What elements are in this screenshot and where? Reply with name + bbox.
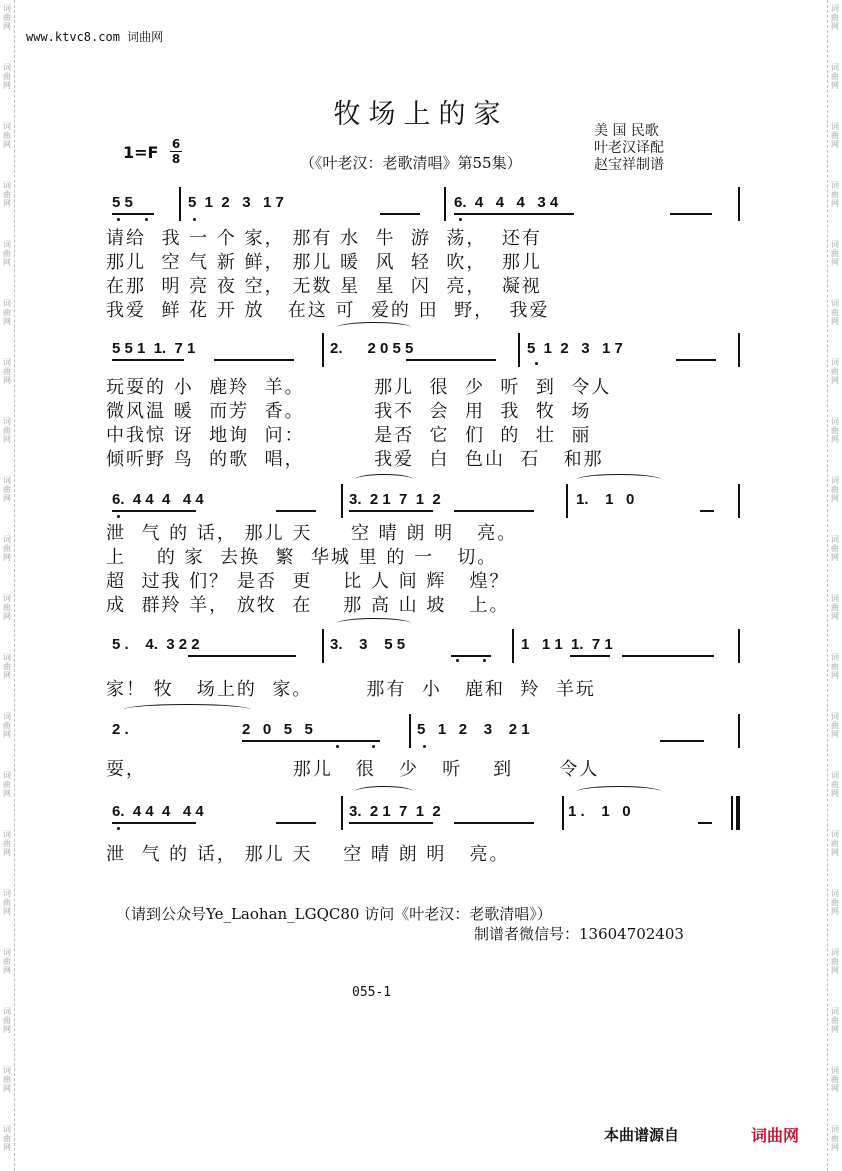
lyric-r5-v1: 耍， 那儿 很 少 听 到 令人 <box>106 759 600 780</box>
watermark-text: 词 曲 网 <box>3 299 11 326</box>
footer-contact: 制谱者微信号：13604702403 <box>474 925 684 943</box>
barline <box>341 796 343 830</box>
meter-bottom: 8 <box>171 152 181 166</box>
notes-r6-m3: 1 . 1 0 <box>568 803 631 820</box>
watermark-text: 词 曲 网 <box>831 1007 839 1034</box>
beam <box>112 213 154 215</box>
beam <box>454 822 534 824</box>
barline <box>738 187 740 221</box>
watermark-text: 词 曲 网 <box>3 1125 11 1152</box>
notes-r2-m2: 2. 2 0 5 5 <box>330 340 414 357</box>
barline <box>738 714 740 748</box>
watermark-text: 词 曲 网 <box>831 358 839 385</box>
notes-r2-m3: 5 1 2 3 1 7 <box>527 340 623 357</box>
notes-r5-m1: 2 . <box>112 721 129 738</box>
beam <box>112 510 196 512</box>
source-label: 本曲谱源自 <box>604 1126 680 1144</box>
watermark-text: 词 曲 网 <box>3 948 11 975</box>
barline <box>518 333 520 367</box>
tie-arc <box>337 618 411 629</box>
watermark-text: 词 曲 网 <box>3 1007 11 1034</box>
footer-note: （请到公众号Ye_Laohan_LGQC80 访问《叶老汉：老歌清唱》） <box>116 905 552 923</box>
watermark-text: 词 曲 网 <box>3 830 11 857</box>
tie-arc <box>577 786 661 797</box>
notes-r6-m1: 6. 4 4 4 4 4 <box>112 803 204 820</box>
watermark-text: 词 曲 网 <box>831 771 839 798</box>
watermark-text: 词 曲 网 <box>3 476 11 503</box>
watermark-text: 词 曲 网 <box>3 358 11 385</box>
notes-r3-m3: 1. 1 0 <box>576 491 635 508</box>
notes-r4-m1: 5 . 4. 3 2 2 <box>112 636 200 653</box>
low-dot <box>423 745 426 748</box>
low-dot <box>535 362 538 365</box>
lyric-r2-v3: 中我惊 讶 地询 问： 是否 它 们 的 壮 丽 <box>106 425 592 446</box>
watermark-text: 词 曲 网 <box>831 63 839 90</box>
lyric-r1-v2: 那儿 空 气 新 鲜， 那儿 暖 风 轻 吹， 那儿 <box>106 252 542 273</box>
beam <box>454 510 534 512</box>
watermark-text: 词 曲 网 <box>3 594 11 621</box>
time-signature <box>170 138 182 165</box>
lyric-r4-v1: 家！ 牧 场上的 家。 那有 小 鹿和 羚 羊玩 <box>106 679 596 700</box>
watermark-text: 词 曲 网 <box>3 181 11 208</box>
low-dot <box>483 659 486 662</box>
beam <box>454 213 574 215</box>
beam <box>349 822 433 824</box>
watermark-text: 词 曲 网 <box>3 417 11 444</box>
watermark-text: 词 曲 网 <box>831 889 839 916</box>
watermark-text: 词 曲 网 <box>831 594 839 621</box>
beam <box>622 655 714 657</box>
final-barline-thin <box>731 796 733 830</box>
right-watermark-strip <box>827 0 842 1171</box>
low-dot <box>372 745 375 748</box>
barline <box>322 333 324 367</box>
watermark-text: 词 曲 网 <box>3 889 11 916</box>
notes-r4-m3: 1 1 1 1. 7 1 <box>521 636 613 653</box>
notes-r2-m1: 5 5 1 1. 7 1 <box>112 340 196 357</box>
lyric-r1-v3: 在那 明 亮 夜 空， 无数 星 星 闪 亮， 凝视 <box>106 276 542 297</box>
lyric-r3-v4: 成 群羚 羊， 放牧 在 那 高 山 坡 上。 <box>106 595 510 616</box>
beam <box>380 213 420 215</box>
beam <box>214 359 294 361</box>
notes-r5-m3: 5 1 2 3 2 1 <box>417 721 530 738</box>
low-dot <box>336 745 339 748</box>
notes-r4-m2: 3. 3 5 5 <box>330 636 406 653</box>
barline <box>566 484 568 518</box>
tie-arc <box>355 474 413 485</box>
notes-r1-m1: 5 5 <box>112 194 133 211</box>
lyric-r3-v1: 泄 气 的 话， 那儿 天 空 晴 朗 明 亮。 <box>106 523 518 544</box>
watermark-text: 词 曲 网 <box>3 653 11 680</box>
watermark-text: 词 曲 网 <box>3 771 11 798</box>
beam <box>698 822 712 824</box>
barline <box>562 796 564 830</box>
watermark-text: 词 曲 网 <box>3 1066 11 1093</box>
beam <box>242 740 380 742</box>
tie-arc <box>124 704 250 715</box>
beam <box>406 359 496 361</box>
notes-r5-m2: 2 0 5 5 <box>242 721 313 738</box>
notes-r1-m3: 6. 4 4 4 3 4 <box>454 194 559 211</box>
low-dot <box>193 218 196 221</box>
lyric-r3-v2: 上 的 家 去换 繁 华城 里 的 一 切。 <box>106 547 498 568</box>
page-title: 牧场上的家 <box>333 99 509 130</box>
beam <box>276 822 316 824</box>
page-number: 055-1 <box>352 985 392 1000</box>
watermark-text: 词 曲 网 <box>831 1125 839 1152</box>
credit-translator: 叶老汉译配 <box>594 140 664 156</box>
barline <box>322 629 324 663</box>
watermark-text: 词 曲 网 <box>3 122 11 149</box>
watermark-text: 词 曲 网 <box>3 712 11 739</box>
brand-logo[interactable]: 词曲网 <box>751 1126 800 1145</box>
barline <box>738 484 740 518</box>
watermark-text: 词 曲 网 <box>3 535 11 562</box>
beam <box>112 822 196 824</box>
beam <box>676 359 716 361</box>
beam <box>700 510 714 512</box>
notes-r6-m2: 3. 2 1 7 1 2 <box>349 803 441 820</box>
watermark-text: 词 曲 网 <box>3 240 11 267</box>
series-subtitle: （《叶老汉：老歌清唱》第55集） <box>300 154 522 172</box>
beam <box>451 655 491 657</box>
notes-r3-m1: 6. 4 4 4 4 4 <box>112 491 204 508</box>
barline <box>444 187 446 221</box>
lyric-r2-v4: 倾听野 鸟 的歌 唱， 我爱 白 色山 石 和那 <box>106 449 604 470</box>
left-watermark-strip <box>0 0 15 1171</box>
barline <box>738 333 740 367</box>
watermark-text: 词 曲 网 <box>831 712 839 739</box>
beam <box>112 359 184 361</box>
lyric-r6-v1: 泄 气 的 话， 那儿 天 空 晴 朗 明 亮。 <box>106 844 510 865</box>
notes-r1-m2: 5 1 2 3 1 7 <box>188 194 284 211</box>
beam <box>349 510 433 512</box>
lyric-r1-v1: 请给 我 一 个 家， 那有 水 牛 游 荡， 还有 <box>106 228 542 249</box>
credit-origin: 美 国 民歌 <box>594 123 659 139</box>
credit-notation: 赵宝祥制谱 <box>594 157 664 173</box>
beam <box>660 740 704 742</box>
lyric-r2-v2: 微风温 暖 而芳 香。 我不 会 用 我 牧 场 <box>106 401 592 422</box>
watermark-text: 词 曲 网 <box>3 63 11 90</box>
tie-arc <box>355 786 413 797</box>
low-dot <box>117 827 120 830</box>
watermark-text: 词 曲 网 <box>831 535 839 562</box>
watermark-text: 词 曲 网 <box>831 417 839 444</box>
watermark-text: 词 曲 网 <box>831 653 839 680</box>
watermark-text: 词 曲 网 <box>831 299 839 326</box>
key-signature: 1=F <box>123 143 159 162</box>
low-dot <box>145 218 148 221</box>
low-dot <box>117 515 120 518</box>
watermark-text: 词 曲 网 <box>831 4 839 31</box>
barline <box>341 484 343 518</box>
final-barline-thick <box>736 796 740 830</box>
watermark-text: 词 曲 网 <box>3 4 11 31</box>
site-header[interactable]: www.ktvc8.com 词曲网 <box>26 30 164 44</box>
low-dot <box>456 659 459 662</box>
lyric-r1-v4: 我爱 鲜 花 开 放 在这 可 爱的 田 野， 我爱 <box>106 300 550 321</box>
barline <box>738 629 740 663</box>
beam <box>570 655 610 657</box>
barline <box>409 714 411 748</box>
low-dot <box>459 218 462 221</box>
notes-r3-m2: 3. 2 1 7 1 2 <box>349 491 441 508</box>
low-dot <box>117 218 120 221</box>
barline <box>179 187 181 221</box>
meter-top: 6 <box>171 137 181 151</box>
watermark-text: 词 曲 网 <box>831 240 839 267</box>
beam <box>188 655 296 657</box>
lyric-r3-v3: 超 过我 们？ 是否 更 比 人 间 辉 煌？ <box>106 571 510 592</box>
beam <box>670 213 712 215</box>
watermark-text: 词 曲 网 <box>831 476 839 503</box>
watermark-text: 词 曲 网 <box>831 181 839 208</box>
watermark-text: 词 曲 网 <box>831 830 839 857</box>
watermark-text: 词 曲 网 <box>831 948 839 975</box>
lyric-r2-v1: 玩耍的 小 鹿羚 羊。 那儿 很 少 听 到 令人 <box>106 377 612 398</box>
tie-arc <box>337 322 411 333</box>
watermark-text: 词 曲 网 <box>831 122 839 149</box>
beam <box>276 510 316 512</box>
tie-arc <box>577 474 661 485</box>
watermark-text: 词 曲 网 <box>831 1066 839 1093</box>
barline <box>512 629 514 663</box>
